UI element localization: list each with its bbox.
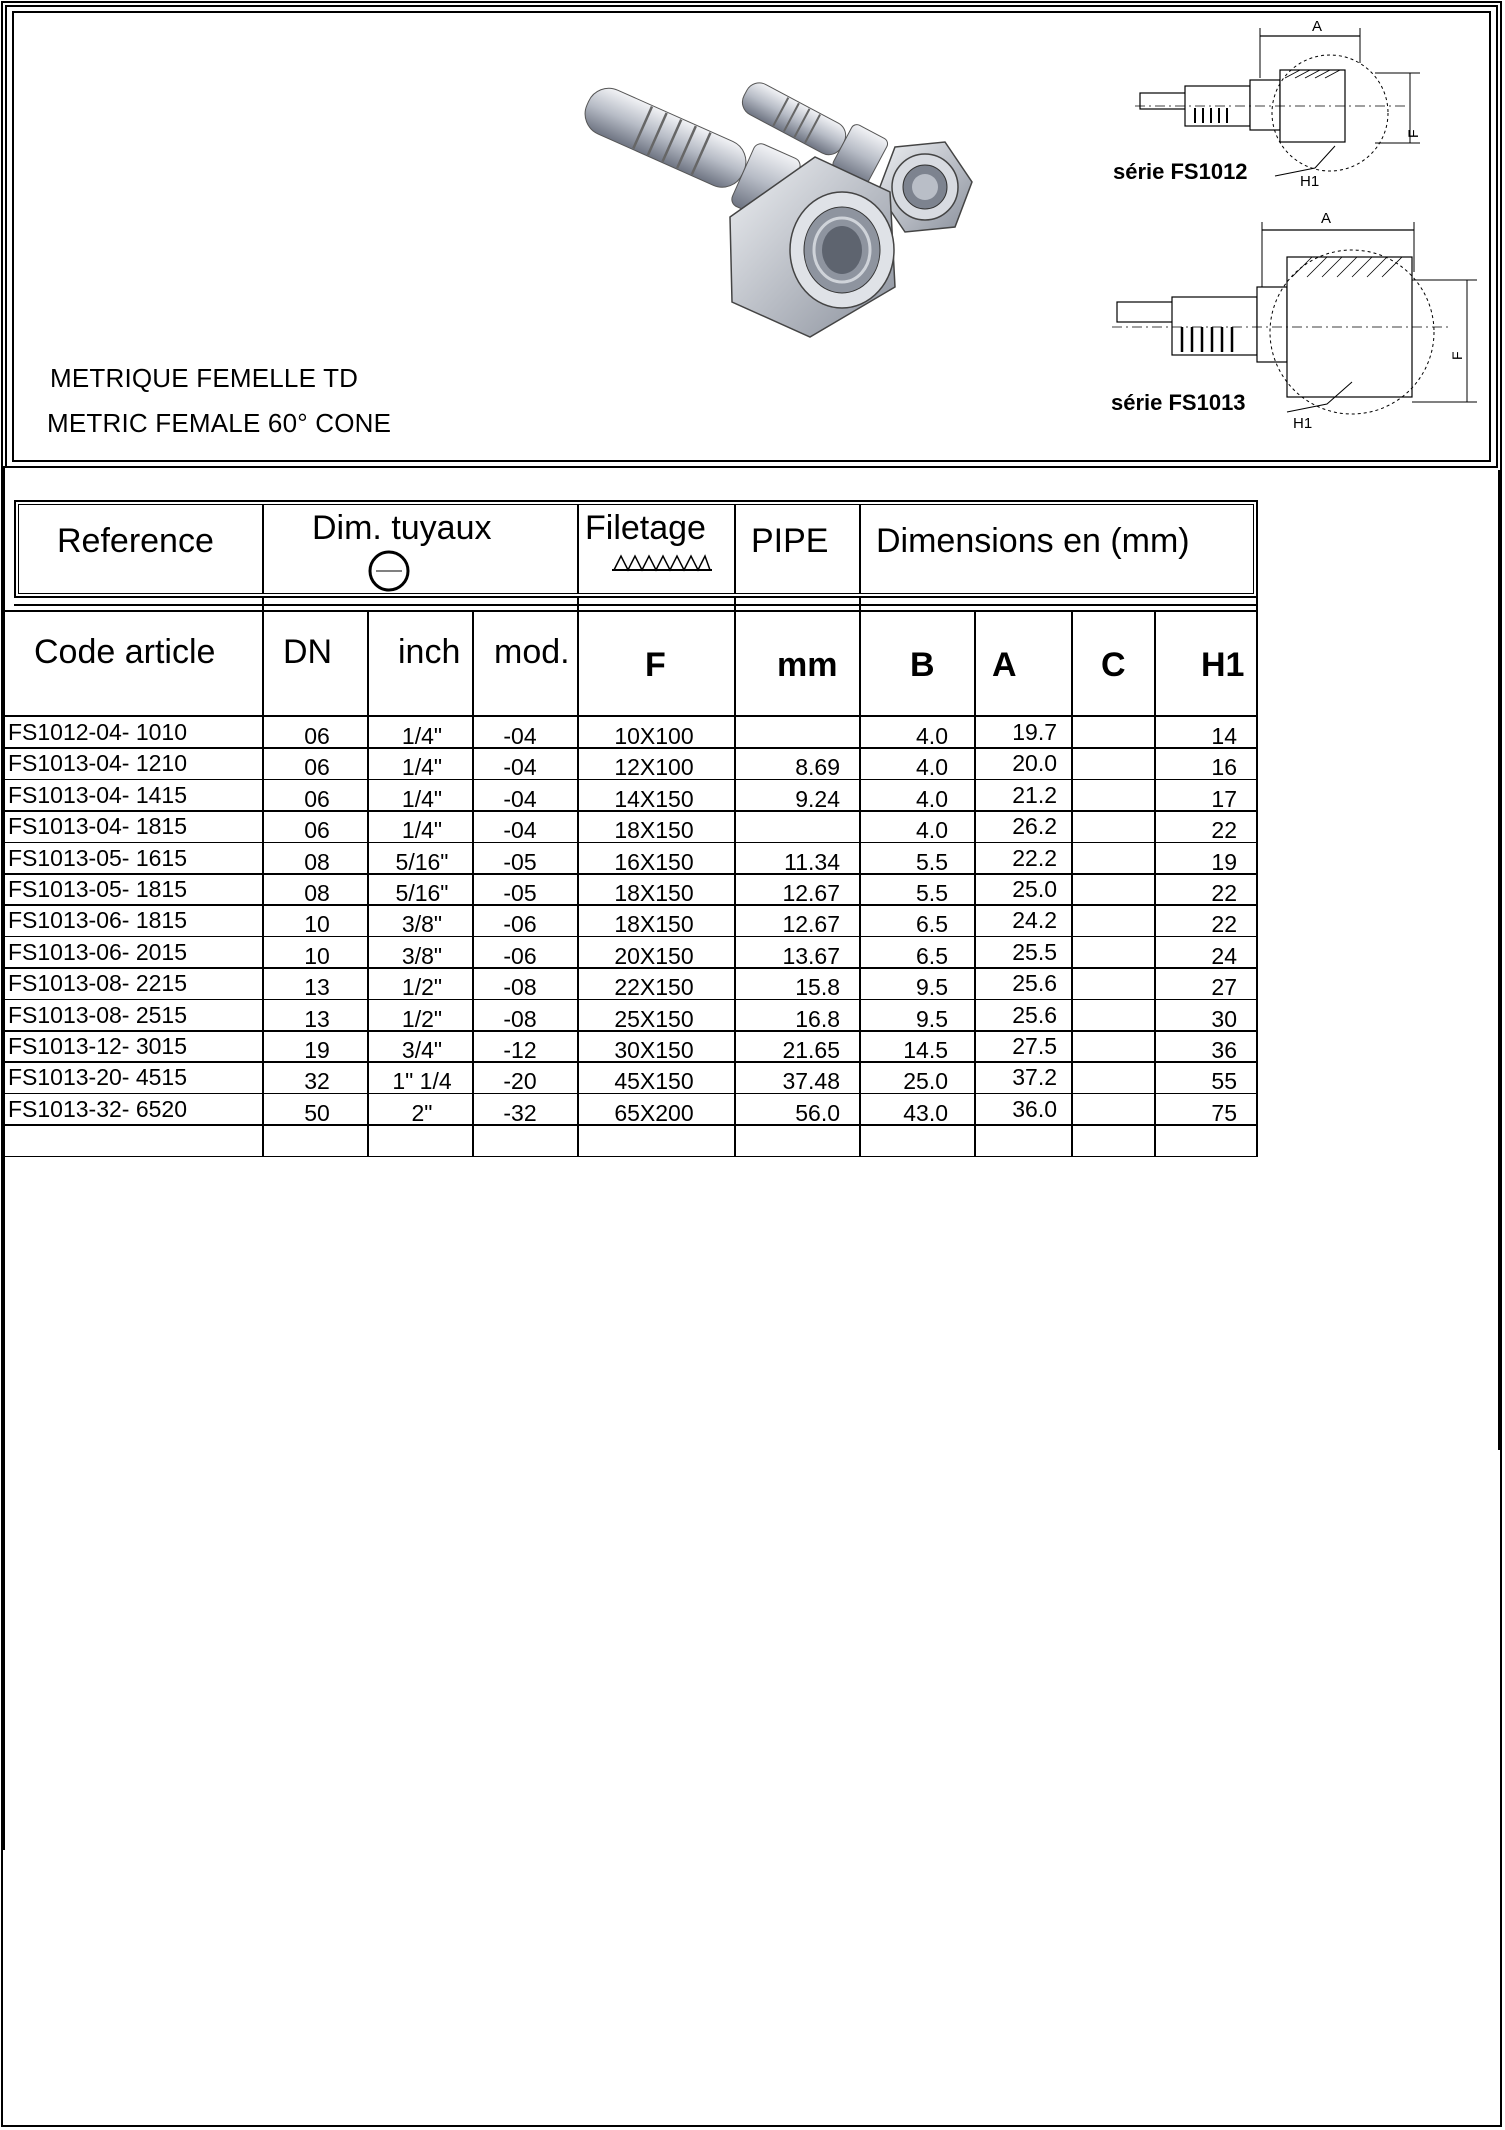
series-label-fs1012: série FS1012	[1113, 159, 1248, 184]
cell-dn: 06	[304, 785, 330, 812]
dim-label-f: F	[1405, 129, 1421, 138]
cell-f: 25X150	[614, 1005, 694, 1032]
cell-mm: 8.69	[795, 754, 840, 781]
cell-b: 5.5	[916, 880, 948, 906]
cell-h1: 36	[1211, 1037, 1237, 1063]
table-col-divider	[974, 610, 976, 1157]
col-header-mm: mm	[777, 646, 838, 684]
col-header-c: C	[1101, 646, 1126, 684]
cell-h1: 24	[1211, 942, 1237, 969]
col-header-h1: H1	[1201, 646, 1245, 684]
cell-mm: 11.34	[784, 848, 840, 875]
cell-code: FS1013-04- 1210	[8, 750, 188, 777]
cell-inch: 1/2"	[401, 974, 443, 1001]
cell-h1: 17	[1211, 785, 1237, 812]
cell-dn: 08	[304, 880, 330, 906]
group-header-divider	[734, 504, 736, 594]
cell-b: 6.5	[916, 911, 948, 938]
cell-b: 5.5	[916, 848, 948, 875]
cell-mm: 12.67	[782, 880, 840, 906]
cell-mod: -08	[503, 974, 537, 1001]
table-rule	[2, 610, 1258, 612]
col-header-b: B	[910, 646, 935, 684]
cell-code: FS1013-08- 2215	[8, 970, 188, 997]
cell-mm: 9.24	[795, 785, 840, 812]
cell-h1: 22	[1211, 880, 1237, 906]
cell-code: FS1013-12- 3015	[8, 1033, 188, 1059]
cell-dn: 06	[304, 754, 330, 781]
col-header-a: A	[992, 646, 1017, 684]
cell-a: 36.0	[1012, 1095, 1057, 1122]
cell-dn: 08	[304, 848, 330, 875]
cell-a: 25.0	[1012, 876, 1057, 902]
cell-inch: 1/4"	[401, 785, 443, 812]
cell-inch: 1/4"	[401, 817, 443, 844]
table-col-divider	[1256, 500, 1258, 1157]
cell-code: FS1013-06- 2015	[8, 938, 188, 965]
cell-f: 10X100	[614, 723, 694, 749]
cell-mm: 13.67	[782, 942, 840, 969]
table-rule	[14, 604, 1258, 606]
cell-inch: 1/4"	[401, 723, 443, 749]
cell-b: 9.5	[916, 1005, 948, 1032]
group-header-divider	[859, 504, 861, 594]
header-filetage: Filetage	[585, 509, 706, 547]
dim-label-f: F	[1449, 351, 1465, 360]
cell-mm: 37.48	[782, 1068, 840, 1095]
page-edge-line	[1498, 470, 1500, 1450]
cell-mod: -06	[503, 911, 537, 938]
cell-h1: 19	[1211, 848, 1237, 875]
dim-label-a: A	[1321, 210, 1332, 227]
cell-inch: 1" 1/4	[392, 1068, 452, 1095]
cell-mod: -04	[503, 785, 537, 812]
dimensions-table	[2, 500, 1258, 1160]
cell-code: FS1013-08- 2515	[8, 1001, 188, 1028]
cell-dn: 06	[304, 723, 330, 749]
cell-code: FS1013-04- 1415	[8, 781, 188, 808]
title-french: METRIQUE FEMELLE TD	[50, 363, 359, 393]
header-dim-tuyaux: Dim. tuyaux	[312, 509, 492, 547]
table-col-divider	[859, 598, 861, 1157]
cell-h1: 27	[1211, 974, 1237, 1001]
cell-f: 12X100	[614, 754, 694, 781]
cell-b: 43.0	[903, 1099, 948, 1126]
cell-f: 30X150	[614, 1037, 694, 1063]
cell-a: 27.5	[1012, 1033, 1057, 1059]
cell-f: 20X150	[614, 942, 694, 969]
series-label-fs1013: série FS1013	[1111, 390, 1246, 415]
cell-dn: 50	[304, 1099, 330, 1126]
cell-a: 21.2	[1012, 781, 1057, 808]
cell-f: 16X150	[614, 848, 694, 875]
cell-f: 18X150	[614, 817, 694, 844]
cell-code: FS1013-05- 1815	[8, 876, 188, 902]
diameter-icon	[366, 548, 412, 594]
cell-a: 26.2	[1012, 813, 1057, 840]
cell-b: 14.5	[903, 1037, 948, 1063]
col-header-inch: inch	[398, 633, 461, 671]
table-col-divider	[1071, 610, 1073, 1157]
cell-code: FS1013-04- 1815	[8, 813, 188, 840]
cell-b: 4.0	[916, 723, 948, 749]
col-header-code: Code article	[34, 633, 216, 671]
header-reference: Reference	[57, 522, 214, 560]
table-col-divider	[577, 598, 579, 1157]
thread-icon	[612, 552, 712, 572]
cell-f: 18X150	[614, 911, 694, 938]
cell-inch: 1/2"	[401, 1005, 443, 1032]
cell-a: 19.7	[1012, 719, 1057, 745]
col-header-dn: DN	[283, 633, 333, 671]
cell-mod: -08	[503, 1005, 537, 1032]
col-header-f: F	[645, 646, 666, 684]
table-col-divider	[262, 598, 264, 1157]
table-row-divider	[2, 715, 1258, 717]
table-col-divider	[734, 598, 736, 1157]
cell-b: 9.5	[916, 974, 948, 1001]
cell-dn: 13	[304, 974, 330, 1001]
cell-mm: 16.8	[795, 1005, 840, 1032]
cell-mod: -04	[503, 754, 537, 781]
cell-f: 18X150	[614, 880, 694, 906]
cell-dn: 06	[304, 817, 330, 844]
cell-b: 4.0	[916, 754, 948, 781]
cell-h1: 22	[1211, 817, 1237, 844]
cell-inch: 3/8"	[401, 911, 443, 938]
cell-h1: 75	[1211, 1099, 1237, 1126]
cell-h1: 14	[1211, 723, 1237, 749]
group-header-divider	[262, 504, 264, 594]
cell-b: 6.5	[916, 942, 948, 969]
cell-inch: 5/16"	[395, 880, 449, 906]
cell-mod: -32	[503, 1099, 537, 1126]
cell-a: 20.0	[1012, 750, 1057, 777]
title-english: METRIC FEMALE 60° CONE	[47, 408, 392, 438]
cell-f: 45X150	[614, 1068, 694, 1095]
cell-a: 25.5	[1012, 938, 1057, 965]
cell-a: 37.2	[1012, 1064, 1057, 1091]
dim-label-a: A	[1312, 18, 1323, 35]
cell-code: FS1013-05- 1615	[8, 844, 188, 871]
cell-dn: 13	[304, 1005, 330, 1032]
cell-inch: 5/16"	[395, 848, 449, 875]
cell-f: 22X150	[614, 974, 694, 1001]
cell-mm: 15.8	[795, 974, 840, 1001]
cell-h1: 16	[1211, 754, 1237, 781]
cell-code: FS1013-32- 6520	[8, 1095, 188, 1122]
cell-mod: -05	[503, 848, 537, 875]
cell-dn: 19	[304, 1037, 330, 1063]
cell-a: 24.2	[1012, 907, 1057, 934]
cell-dn: 10	[304, 911, 330, 938]
cell-mod: -12	[503, 1037, 537, 1063]
dim-label-h1: H1	[1300, 173, 1320, 190]
cell-dn: 32	[304, 1068, 330, 1095]
cell-mod: -06	[503, 942, 537, 969]
cell-a: 22.2	[1012, 844, 1057, 871]
cell-mod: -05	[503, 880, 537, 906]
table-col-divider	[367, 610, 369, 1157]
cell-b: 4.0	[916, 817, 948, 844]
cell-f: 65X200	[614, 1099, 694, 1126]
cell-mod: -04	[503, 723, 537, 749]
dim-label-h1: H1	[1293, 415, 1313, 432]
table-col-divider	[472, 610, 474, 1157]
cell-h1: 22	[1211, 911, 1237, 938]
header-pipe: PIPE	[751, 522, 829, 560]
cell-code: FS1012-04- 1010	[8, 719, 188, 745]
header-dimensions: Dimensions en (mm)	[876, 522, 1190, 560]
cell-f: 14X150	[614, 785, 694, 812]
group-header-divider	[577, 504, 579, 594]
cell-dn: 10	[304, 942, 330, 969]
cell-inch: 3/4"	[401, 1037, 443, 1063]
cell-h1: 30	[1211, 1005, 1237, 1032]
cell-inch: 1/4"	[401, 754, 443, 781]
cell-mod: -04	[503, 817, 537, 844]
cell-b: 4.0	[916, 785, 948, 812]
cell-a: 25.6	[1012, 1001, 1057, 1028]
fitting-photo	[560, 52, 1000, 342]
cell-mm: 56.0	[795, 1099, 840, 1126]
cell-mm: 12.67	[782, 911, 840, 938]
cell-b: 25.0	[903, 1068, 948, 1095]
col-header-mod: mod.	[494, 633, 570, 671]
cell-mm: 21.65	[782, 1037, 840, 1063]
cell-code: FS1013-20- 4515	[8, 1064, 188, 1091]
cell-mod: -20	[503, 1068, 537, 1095]
cell-a: 25.6	[1012, 970, 1057, 997]
cell-h1: 55	[1211, 1068, 1237, 1095]
table-col-divider	[2, 610, 4, 1157]
cell-code: FS1013-06- 1815	[8, 907, 188, 934]
table-row-divider	[2, 1156, 1258, 1158]
cell-inch: 3/8"	[401, 942, 443, 969]
cell-inch: 2"	[411, 1099, 433, 1126]
table-col-divider	[1154, 610, 1156, 1157]
